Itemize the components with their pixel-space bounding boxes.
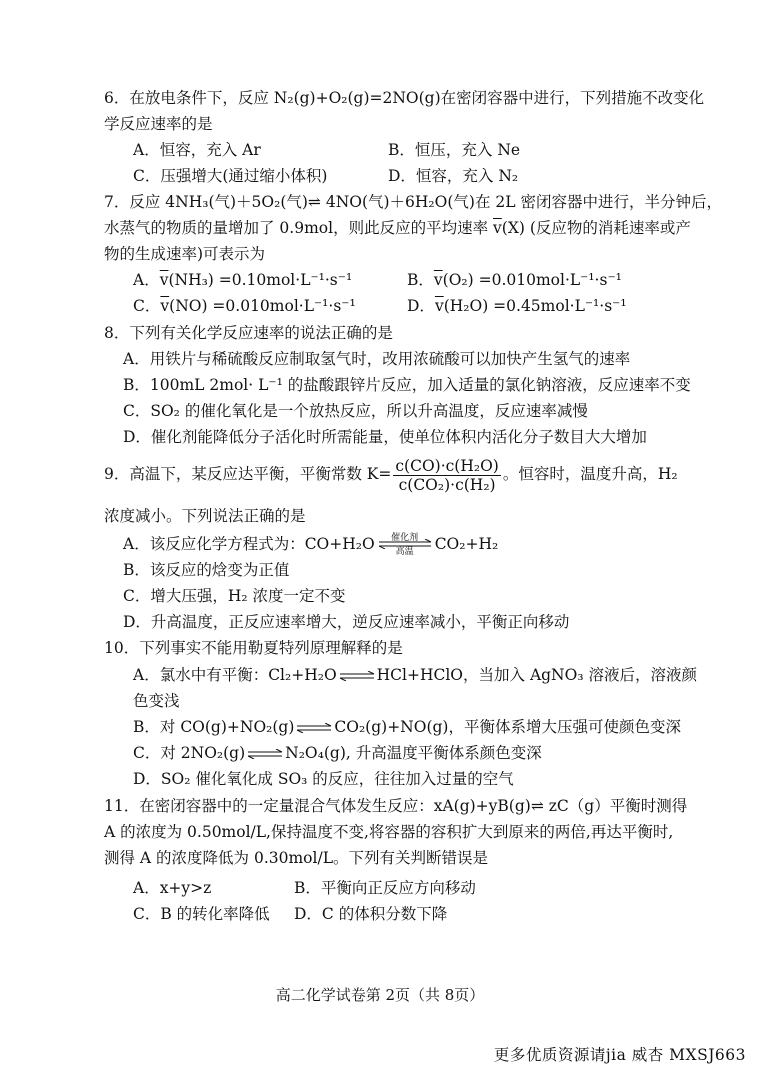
q7-stem-line3: 物的生成速率)可表示为 [104, 245, 266, 263]
q8-stem: 8．下列有关化学反应速率的说法正确的是 [104, 324, 393, 342]
q7-option-c-rate-symbol: v [160, 297, 170, 315]
q7-rate-symbol: v [493, 219, 502, 237]
q6-stem-line1: 6．在放电条件下，反应 N₂(g)+O₂(g)=2NO(g)在密闭容器中进行，下列措施不改变化 [104, 89, 705, 107]
q9-option-a-products: CO₂+H₂ [434, 535, 499, 553]
q10-option-c-rest: N₂O₄(g), 升高温度平衡体系颜色变深 [285, 744, 542, 762]
q10-option-d: D．SO₂ 催化氧化成 SO₃ 的反应，往往加入过量的空气 [133, 770, 514, 788]
q10-option-c [133, 742, 542, 764]
q10-option-a-line1 [133, 664, 697, 686]
condition-label: 高温 [395, 547, 414, 557]
equilibrium-constant-fraction [393, 457, 500, 494]
q7-stem-line1: 7．反应 4NH₃(气)＋5O₂(气)⇌ 4NO(气)＋6H₂O(气)在 2L 密闭容器中进行，半分钟后， [104, 193, 722, 211]
q8-option-d: D．催化剂能降低分子活化时所需能量，使单位体积内活化分子数目大大增加 [123, 428, 647, 446]
q7-option-d-rate-symbol: v [434, 297, 444, 315]
q11-option-a: A．x+y>z [133, 879, 212, 897]
q6-stem-line2: 学反应速率的是 [104, 115, 213, 133]
q6-option-b: B．恒压，充入 Ne [388, 141, 521, 159]
q10-option-b-rest: CO₂(g)+NO(g)，平衡体系增大压强可使颜色变深 [334, 718, 681, 736]
q10-option-b-text: B．对 CO(g)+NO₂(g) [133, 718, 295, 736]
q7-stem-line2-text-c: (X) (反应物的消耗速率或产 [501, 219, 691, 237]
q10-option-b [133, 716, 681, 738]
q11-stem-line2: A 的浓度为 0.50mol/L,保持温度不变,将容器的容积扩大到原来的两倍,再达平衡时, [104, 823, 674, 841]
q7-option-d-value: (H₂O) =0.45mol·L⁻¹·s⁻¹ [443, 297, 627, 315]
q11-option-b: B．平衡向正反应方向移动 [294, 879, 476, 897]
q10-option-c-text: C．对 2NO₂(g) [133, 744, 246, 762]
q9-stem-line2: 浓度减小。下列说法正确的是 [104, 507, 306, 525]
watermark-text: 更多优质资源请jia 威杏 MXSJ663 [493, 1046, 746, 1064]
q7-option-c [133, 295, 356, 317]
q6-option-d: D．恒容，充入 N₂ [388, 167, 519, 185]
q7-option-a-value: (NH₃) =0.10mol·L⁻¹·s⁻¹ [168, 271, 353, 289]
q9-option-d: D．升高温度，正反应速率增大，逆反应速率减小，平衡正向移动 [123, 613, 570, 631]
q9-option-c: C．增大压强，H₂ 浓度一定不变 [123, 587, 346, 605]
catalyst-label: 催化剂 [391, 533, 419, 543]
fraction-numerator: c(CO)·c(H₂O) [395, 456, 499, 475]
q7-stem-line2 [104, 217, 691, 239]
q7-stem-line2-text-a: 水蒸气的物质的量增加了 0.9mol，则此反应的平均速率 [104, 219, 493, 237]
q6-option-c: C．压强增大(通过缩小体积) [133, 167, 328, 185]
reversible-arrow-icon [339, 671, 375, 681]
q7-option-b [407, 269, 622, 291]
q11-stem-line3: 测得 A 的浓度降低为 0.30mol/L。下列有关判断错误是 [104, 849, 488, 867]
q9-option-a [123, 533, 498, 555]
q10-option-a-text: A．氯水中有平衡：Cl₂+H₂O [133, 666, 337, 684]
q6-option-a: A．恒容，充入 Ar [133, 141, 261, 159]
fraction-denominator: c(CO₂)·c(H₂) [398, 475, 496, 494]
q9-stem-text-a: 9．高温下，某反应达平衡，平衡常数 K= [104, 465, 392, 483]
q7-option-a-label: A． [133, 271, 160, 289]
q11-stem-line1: 11．在密闭容器中的一定量混合气体发生反应：xA(g)+yB(g)⇌ zC（g）平衡时测得 [104, 797, 688, 815]
q9-option-b: B．该反应的焓变为正值 [123, 561, 290, 579]
q7-option-b-rate-symbol: v [433, 271, 443, 289]
q7-option-a [133, 269, 352, 291]
q9-stem-text-b: 。恒容时，温度升高，H₂ [502, 465, 678, 483]
q8-option-a: A．用铁片与稀硫酸反应制取氢气时，改用浓硫酸可以加快产生氢气的速率 [123, 350, 631, 368]
q11-option-c: C．B 的转化率降低 [133, 905, 270, 923]
q7-option-d [407, 295, 627, 317]
q9-option-a-text: A．该反应化学方程式为：CO+H₂O [123, 535, 375, 553]
q10-stem: 10．下列事实不能用勒夏特列原理解释的是 [104, 639, 403, 657]
q7-option-b-value: (O₂) =0.010mol·L⁻¹·s⁻¹ [442, 271, 622, 289]
q10-option-a-line2: 色变浅 [133, 692, 180, 710]
q9-stem-line1 [104, 456, 678, 494]
q7-option-b-label: B． [407, 271, 434, 289]
reversible-arrow-icon [247, 749, 283, 759]
q7-option-c-label: C． [133, 297, 161, 315]
q11-option-d: D．C 的体积分数下降 [294, 905, 448, 923]
q8-option-b: B．100mL 2mol· L⁻¹ 的盐酸跟锌片反应，加入适量的氯化钠溶液，反应速率不变 [123, 376, 691, 394]
q8-option-c: C．SO₂ 的催化氧化是一个放热反应，所以升高温度，反应速率减慢 [123, 402, 588, 420]
q7-option-c-value: (NO) =0.010mol·L⁻¹·s⁻¹ [169, 297, 356, 315]
page-footer: 高二化学试卷第 2页（共 8页） [275, 986, 485, 1004]
catalyst-reversible-arrow-icon [377, 535, 433, 555]
reversible-arrow-icon [296, 723, 332, 733]
q7-option-d-label: D． [407, 297, 435, 315]
q7-option-a-rate-symbol: v [159, 271, 169, 289]
q10-option-a-rest: HCl+HClO，当加入 AgNO₃ 溶液后，溶液颜 [376, 666, 697, 684]
